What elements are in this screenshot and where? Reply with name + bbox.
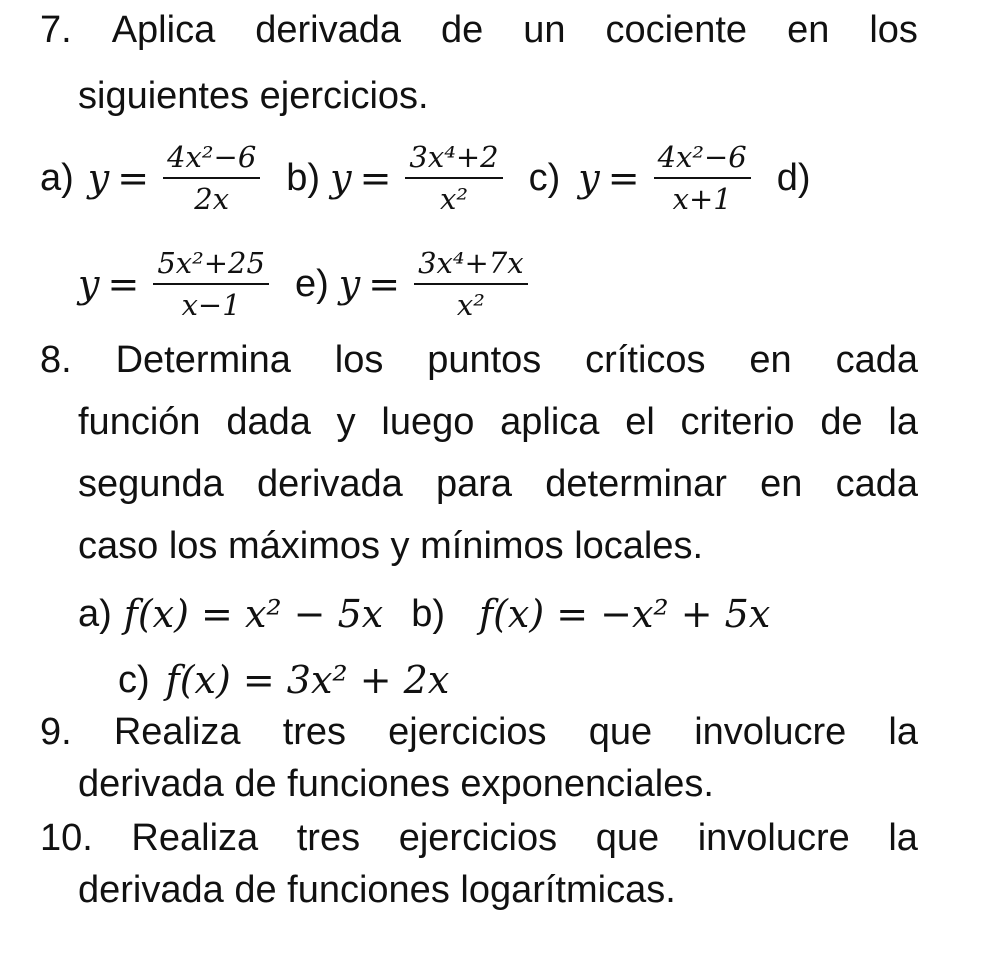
q7-number: 7. (40, 9, 72, 51)
q8-c-expression: f(x) = 3x² + 2x (165, 658, 450, 702)
q7-line2: siguientes ejercicios. (78, 75, 429, 117)
q7-e-fraction: $\frac{\text{3x⁴+7x}}{\text{x²}}$ (414, 246, 528, 322)
q8-a-expression: f(x) = x² − 5x (123, 592, 384, 636)
q8-exercise-row-1 (78, 588, 770, 640)
q7-line1: 7. Aplica derivada de un cociente en los (40, 9, 918, 51)
q7-c-fraction: $\frac{\text{4x²−6}}{x+1}$ (654, 140, 751, 216)
q7-exercise-row-1: a) y = $\frac{\text{4x²−6}}{2x}$ b) y = $\frac{\text{3x⁴+2}}{\text{x²}}$ c) y = $\frac{\text{4x²−6}}{x+1}$ d) (40, 140, 811, 216)
q10-number: 10. (40, 817, 93, 859)
q8-line2: función dada y luego aplica el criterio de la (78, 401, 918, 443)
q9-number: 9. (40, 711, 72, 753)
q9-line2: derivada de funciones exponenciales. (78, 763, 714, 805)
q7-c-label: c) (528, 156, 561, 199)
q8-exercise-row-2 (118, 654, 449, 706)
q7-e-label: e) (294, 262, 329, 305)
q10-line2: derivada de funciones logarítmicas. (78, 869, 676, 911)
q7-a-label: a) (40, 156, 74, 199)
q9-line1: 9. Realiza tres ejercicios que involucre la (40, 711, 918, 753)
q7-exercise-row-2: y = $\frac{\text{5x²+25}}{x-1}$ e) y = $\frac{\text{3x⁴+7x}}{\text{x²}}$ (78, 246, 534, 322)
q7-b-fraction: $\frac{\text{3x⁴+2}}{\text{x²}}$ (405, 140, 502, 216)
q8-line3: segunda derivada para determinar en cada (78, 463, 918, 505)
q8-number: 8. (40, 339, 72, 381)
q8-b-label: b) (411, 592, 446, 635)
q8-line4: caso los máximos y mínimos locales. (78, 525, 704, 567)
q7-b-label: b) (286, 156, 321, 199)
q7-d-fraction: $\frac{\text{5x²+25}}{x-1}$ (153, 246, 269, 322)
q10-line1: 10. Realiza tres ejercicios que involucre la (40, 817, 918, 859)
q8-a-label: a) (78, 592, 112, 635)
q8-line1: 8. Determina los puntos críticos en cada (40, 339, 918, 381)
q8-c-label: c) (118, 658, 150, 701)
q7-d-label: d) (776, 156, 811, 199)
q7-a-fraction: $\frac{\text{4x²−6}}{2x}$ (163, 140, 260, 216)
q8-b-expression: f(x) = −x² + 5x (479, 592, 771, 636)
